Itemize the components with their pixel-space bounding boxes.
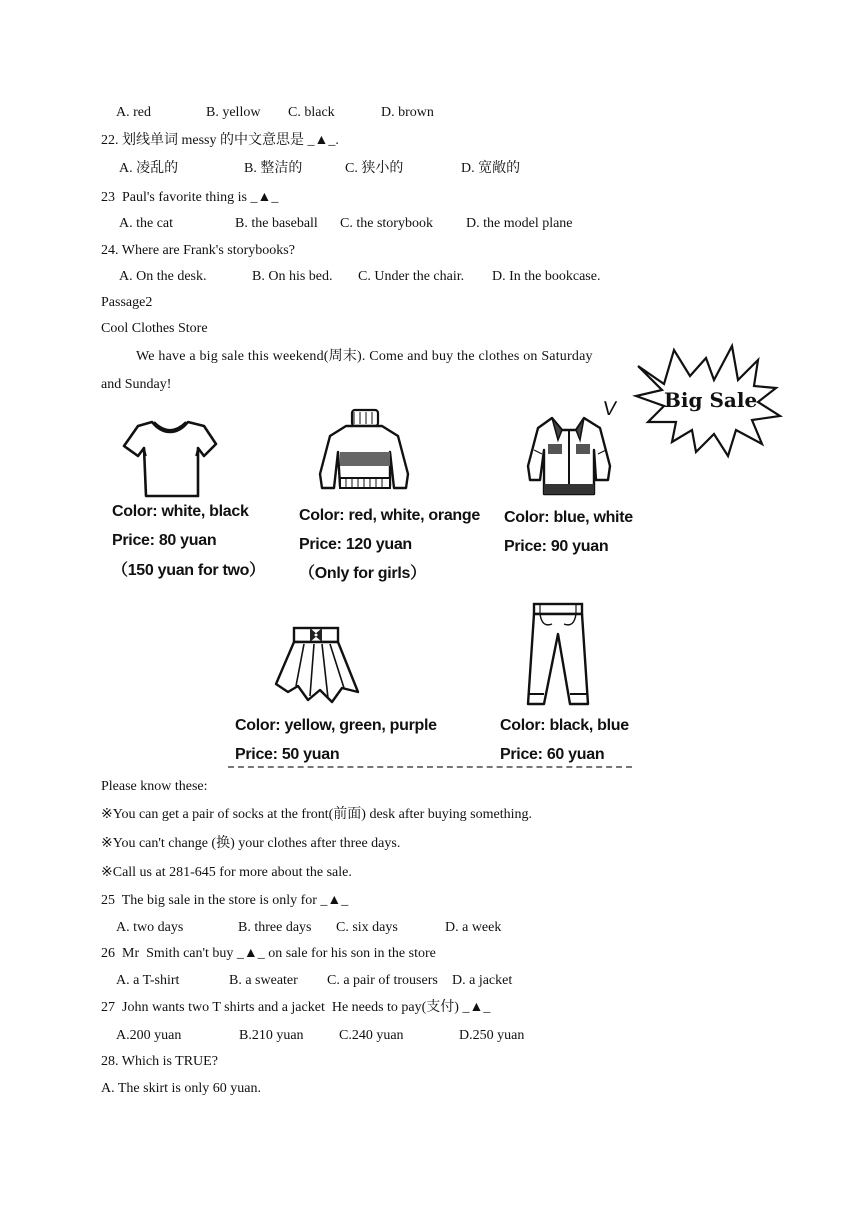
tshirt-price-value: 80 yuan: [154, 532, 217, 549]
q22-option-d: D. 宽敞的: [461, 161, 521, 176]
q25-option-d: D. a week: [445, 920, 502, 935]
skirt-price-label: Price:: [235, 746, 278, 763]
store-name: Cool Clothes Store: [101, 321, 208, 336]
q24-option-b: B. On his bed.: [252, 269, 333, 284]
q23-stem: 23 Paul's favorite thing is _▲_: [101, 190, 279, 205]
tshirt-icon: [120, 416, 220, 500]
divider: [228, 766, 632, 768]
trousers-price: [500, 745, 604, 765]
jacket-color-value: blue, white: [549, 509, 633, 526]
q25-option-a: A. two days: [116, 920, 184, 935]
skirt-price: [235, 745, 339, 765]
q27-option-c: C.240 yuan: [339, 1028, 404, 1043]
sweater-item: [316, 408, 412, 500]
q28-stem: 28. Which is TRUE?: [101, 1054, 218, 1069]
jacket-price: [504, 537, 608, 557]
trousers-color: [500, 716, 629, 736]
q26-option-b: B. a sweater: [229, 973, 298, 988]
sweater-note: （Only for girls）: [299, 565, 426, 582]
jacket-color-label: Color:: [504, 509, 550, 526]
tshirt-color-label: Color:: [112, 503, 158, 520]
skirt-color-label: Color:: [235, 717, 281, 734]
q23-option-d: D. the model plane: [466, 216, 573, 231]
skirt-icon: [270, 622, 362, 706]
jacket-item: [522, 410, 614, 500]
tshirt-note: （150 yuan for two）: [112, 562, 265, 579]
sweater-color: [299, 506, 480, 526]
q27-option-a: A.200 yuan: [116, 1028, 182, 1043]
jacket-price-value: 90 yuan: [546, 538, 609, 555]
jacket-price-label: Price:: [504, 538, 547, 555]
sweater-icon: [316, 408, 412, 500]
trousers-item: [524, 600, 592, 710]
stray-mark: V: [601, 398, 618, 420]
q24-option-d: D. In the bookcase.: [492, 269, 601, 284]
trousers-icon: [524, 600, 592, 710]
q27-option-b: B.210 yuan: [239, 1028, 304, 1043]
notice-item: ※You can get a pair of socks at the front(前面) desk after buying something.: [101, 807, 532, 822]
trousers-price-label: Price:: [500, 746, 543, 763]
skirt-item: [270, 622, 362, 706]
notices-heading: Please know these:: [101, 779, 208, 794]
q28-option-a: A. The skirt is only 60 yuan.: [101, 1081, 261, 1096]
q26-option-c: C. a pair of trousers: [327, 973, 438, 988]
q21-option-b: B. yellow: [206, 105, 261, 120]
tshirt-price-label: Price:: [112, 532, 155, 549]
q24-stem: 24. Where are Frank's storybooks?: [101, 243, 295, 258]
big-sale-badge: [634, 344, 782, 460]
trousers-color-label: Color:: [500, 717, 546, 734]
sweater-color-value: red, white, orange: [344, 507, 480, 524]
q22-option-c: C. 狭小的: [345, 161, 404, 176]
sweater-color-label: Color:: [299, 507, 345, 524]
passage-label: Passage2: [101, 295, 153, 310]
passage-intro-line2: and Sunday!: [101, 377, 172, 392]
jacket-icon: [522, 410, 614, 500]
q22-stem: 22. 划线单词 messy 的中文意思是 _▲_.: [101, 133, 339, 148]
q21-option-a: A. red: [116, 105, 151, 120]
tshirt-color-value: white, black: [157, 503, 249, 520]
sweater-price: [299, 535, 412, 555]
trousers-price-value: 60 yuan: [542, 746, 605, 763]
skirt-color-value: yellow, green, purple: [280, 717, 437, 734]
skirt-color: [235, 716, 437, 736]
skirt-price-value: 50 yuan: [277, 746, 340, 763]
q24-option-a: A. On the desk.: [119, 269, 207, 284]
tshirt-item: [120, 416, 220, 500]
trousers-color-value: black, blue: [545, 717, 629, 734]
big-sale-text: Big Sale: [664, 388, 758, 412]
q21-option-d: D. brown: [381, 105, 434, 120]
q22-option-a: A. 凌乱的: [119, 161, 179, 176]
q25-option-b: B. three days: [238, 920, 312, 935]
q26-option-d: D. a jacket: [452, 973, 513, 988]
notice-item: ※You can't change (换) your clothes after three days.: [101, 836, 401, 851]
q25-option-c: C. six days: [336, 920, 398, 935]
tshirt-color: [112, 502, 249, 522]
q25-stem: 25 The big sale in the store is only for _▲_: [101, 893, 349, 908]
q23-option-b: B. the baseball: [235, 216, 318, 231]
q27-option-d: D.250 yuan: [459, 1028, 525, 1043]
q23-option-c: C. the storybook: [340, 216, 433, 231]
q24-option-c: C. Under the chair.: [358, 269, 465, 284]
q22-option-b: B. 整洁的: [244, 161, 303, 176]
q21-option-c: C. black: [288, 105, 335, 120]
q23-option-a: A. the cat: [119, 216, 174, 231]
q26-stem: 26 Mr Smith can't buy _▲_ on sale for his son in the store: [101, 946, 436, 961]
q26-option-a: A. a T-shirt: [116, 973, 180, 988]
sweater-price-value: 120 yuan: [341, 536, 412, 553]
notice-item: ※Call us at 281-645 for more about the sale.: [101, 865, 352, 880]
sweater-price-label: Price:: [299, 536, 342, 553]
tshirt-price: [112, 531, 216, 551]
q27-stem: 27 John wants two T shirts and a jacket He needs to pay(支付) _▲_: [101, 1000, 491, 1015]
jacket-color: [504, 508, 633, 528]
passage-intro-line1: We have a big sale this weekend(周末). Come and buy the clothes on Saturday: [136, 349, 593, 364]
